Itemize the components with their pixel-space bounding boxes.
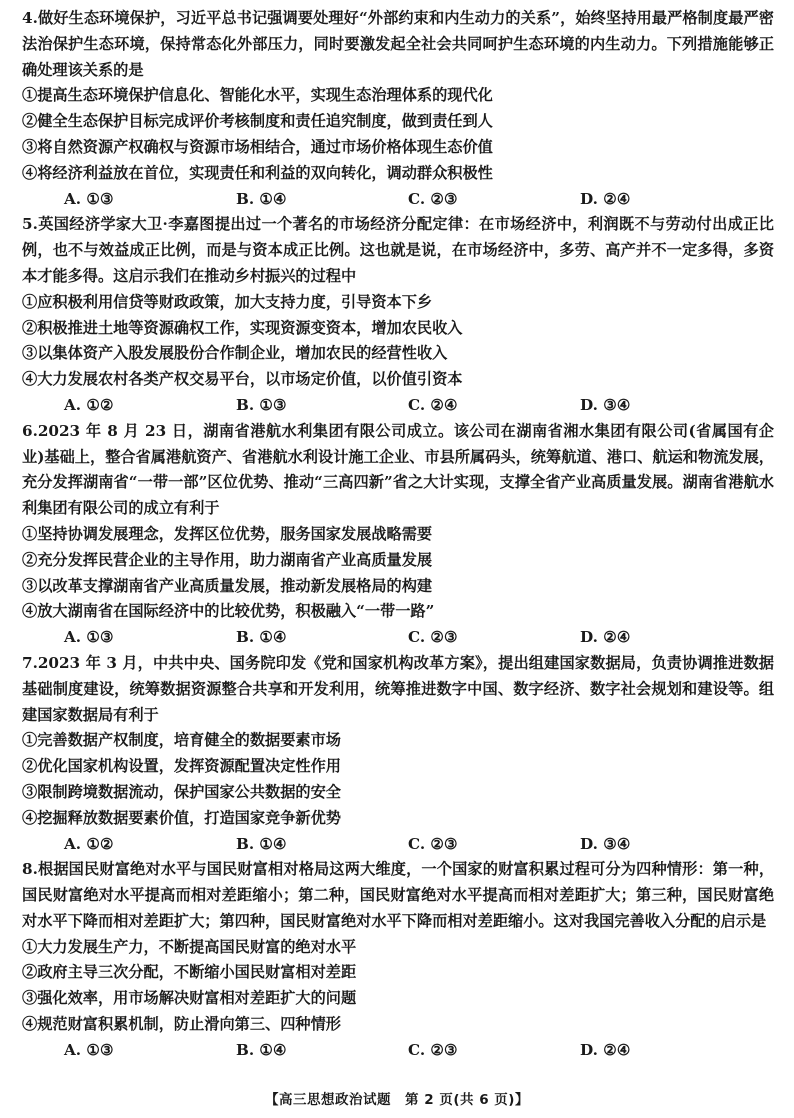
question-text: 根据国民财富绝对水平与国民财富相对格局这两大维度，一个国家的财富积累过程可分为四种情形：第一种，国民财富绝对水平提高而相对差距缩小；第二种，国民财富绝对水平提高而相对差距扩大；第三种，国民财富绝对水平下降而相对差距扩大；第四种，国民财富绝对水平下降而相对差距缩小。这对我国完善收入分配的启示是 bbox=[22, 860, 774, 930]
question-number: 6. bbox=[22, 421, 38, 440]
choice-c: C. ②④ bbox=[408, 395, 458, 414]
question-8 bbox=[22, 857, 774, 1063]
statement-option: ②健全生态保护目标完成评价考核制度和责任追究制度，做到责任到人 bbox=[22, 112, 493, 131]
statement-option: ③强化效率，用市场解决财富相对差距扩大的问题 bbox=[22, 989, 357, 1008]
choice-a: A. ①③ bbox=[64, 1040, 114, 1059]
statement-option: ③将自然资源产权确权与资源市场相结合，通过市场价格体现生态价值 bbox=[22, 137, 493, 156]
answer-choices bbox=[22, 187, 774, 213]
question-number: 7. bbox=[22, 653, 38, 672]
choice-b: B. ①③ bbox=[236, 395, 287, 414]
question-number: 8. bbox=[22, 860, 38, 879]
question-number: 5. bbox=[22, 215, 38, 234]
statement-option: ④挖掘释放数据要素价值，打造国家竞争新优势 bbox=[22, 808, 341, 827]
choice-a: A. ①② bbox=[64, 395, 114, 414]
answer-choices bbox=[22, 625, 774, 651]
choice-d: D. ③④ bbox=[580, 834, 631, 853]
choice-d: D. ②④ bbox=[580, 628, 631, 647]
statement-option: ③以集体资产入股发展股份合作制企业，增加农民的经营性收入 bbox=[22, 344, 448, 363]
statement-option: ③限制跨境数据流动，保护国家公共数据的安全 bbox=[22, 782, 341, 801]
statement-option: ①坚持协调发展理念，发挥区位优势，服务国家发展战略需要 bbox=[22, 524, 433, 543]
statement-option: ①完善数据产权制度，培育健全的数据要素市场 bbox=[22, 731, 341, 750]
question-6 bbox=[22, 419, 774, 651]
statement-option: ②充分发挥民营企业的主导作用，助力湖南省产业高质量发展 bbox=[22, 550, 433, 569]
choice-c: C. ②③ bbox=[408, 834, 458, 853]
question-stem bbox=[22, 6, 774, 83]
choice-c: C. ②③ bbox=[408, 628, 458, 647]
choice-a: A. ①③ bbox=[64, 189, 114, 208]
choice-a: A. ①③ bbox=[64, 628, 114, 647]
question-number: 4. bbox=[22, 9, 38, 27]
statement-option: ②政府主导三次分配，不断缩小国民财富相对差距 bbox=[22, 963, 357, 982]
choice-d: D. ③④ bbox=[580, 395, 631, 414]
answer-choices bbox=[22, 832, 774, 858]
choice-c: C. ②③ bbox=[408, 189, 458, 208]
choice-b: B. ①④ bbox=[236, 834, 287, 853]
statement-option: ④放大湖南省在国际经济中的比较优势，积极融入“一带一路” bbox=[22, 602, 435, 621]
exam-page bbox=[22, 6, 774, 1064]
question-stem bbox=[22, 857, 774, 934]
question-4 bbox=[22, 6, 774, 212]
choice-b: B. ①④ bbox=[236, 189, 287, 208]
question-stem bbox=[22, 419, 774, 522]
statement-option: ①大力发展生产力，不断提高国民财富的绝对水平 bbox=[22, 937, 357, 956]
question-stem bbox=[22, 651, 774, 728]
statement-option: ③以改革支撑湖南省产业高质量发展，推动新发展格局的构建 bbox=[22, 576, 433, 595]
choice-d: D. ②④ bbox=[580, 189, 631, 208]
choice-c: C. ②③ bbox=[408, 1040, 458, 1059]
question-text: 英国经济学家大卫·李嘉图提出过一个著名的市场经济分配定律：在市场经济中，利润既不与劳动付出成正比例，也不与效益成正比例，而是与资本成正比例。这也就是说，在市场经济中，多劳、高产并不一定多得，多资本才能多得。这启示我们在推动乡村振兴的过程中 bbox=[22, 215, 774, 285]
choice-d: D. ②④ bbox=[580, 1040, 631, 1059]
choice-a: A. ①② bbox=[64, 834, 114, 853]
question-text: 2023 年 8 月 23 日，湖南省港航水利集团有限公司成立。该公司在湖南省湘水集团有限公司(省属国有企业)基础上，整合省属港航资产、省港航水利设计施工企业、市县所属码头，统筹航道、港口、航运和物流发展，充分发挥湖南省“一带一部”区位优势、推动“三高四新”省之大计实现，支撑全省产业高质量发展。湖南省港航水利集团有限公司的成立有利于 bbox=[22, 421, 774, 518]
statement-option: ①提高生态环境保护信息化、智能化水平，实现生态治理体系的现代化 bbox=[22, 86, 493, 105]
statement-option: ②优化国家机构设置，发挥资源配置决定性作用 bbox=[22, 757, 341, 776]
statement-option: ④规范财富积累机制，防止滑向第三、四种情形 bbox=[22, 1015, 341, 1034]
question-5 bbox=[22, 212, 774, 418]
choice-b: B. ①④ bbox=[236, 1040, 287, 1059]
statement-option: ①应积极利用信贷等财政政策，加大支持力度，引导资本下乡 bbox=[22, 292, 433, 311]
question-text: 2023 年 3 月，中共中央、国务院印发《党和国家机构改革方案》，提出组建国家数据局，负责协调推进数据基础制度建设，统筹数据资源整合共享和开发利用，统筹推进数字中国、数字经济、数字社会规划和建设等。组建国家数据局有利于 bbox=[22, 653, 774, 724]
statement-option: ④将经济利益放在首位，实现责任和利益的双向转化，调动群众积极性 bbox=[22, 163, 493, 182]
statement-option: ④大力发展农村各类产权交易平台，以市场定价值，以价值引资本 bbox=[22, 370, 463, 389]
question-text: 做好生态环境保护，习近平总书记强调要处理好“外部约束和内生动力的关系”，始终坚持用最严格制度最严密法治保护生态环境，保持常态化外部压力，同时要激发起全社会共同呵护生态环境的内生动力。下列措施能够正确处理该关系的是 bbox=[22, 9, 774, 79]
page-footer: 【高三思想政治试题 第 2 页(共 6 页)】 bbox=[265, 1092, 529, 1108]
answer-choices bbox=[22, 393, 774, 419]
statement-option: ②积极推进土地等资源确权工作，实现资源变资本，增加农民收入 bbox=[22, 318, 463, 337]
answer-choices bbox=[22, 1038, 774, 1064]
question-7 bbox=[22, 651, 774, 857]
question-stem bbox=[22, 212, 774, 289]
choice-b: B. ①④ bbox=[236, 628, 287, 647]
